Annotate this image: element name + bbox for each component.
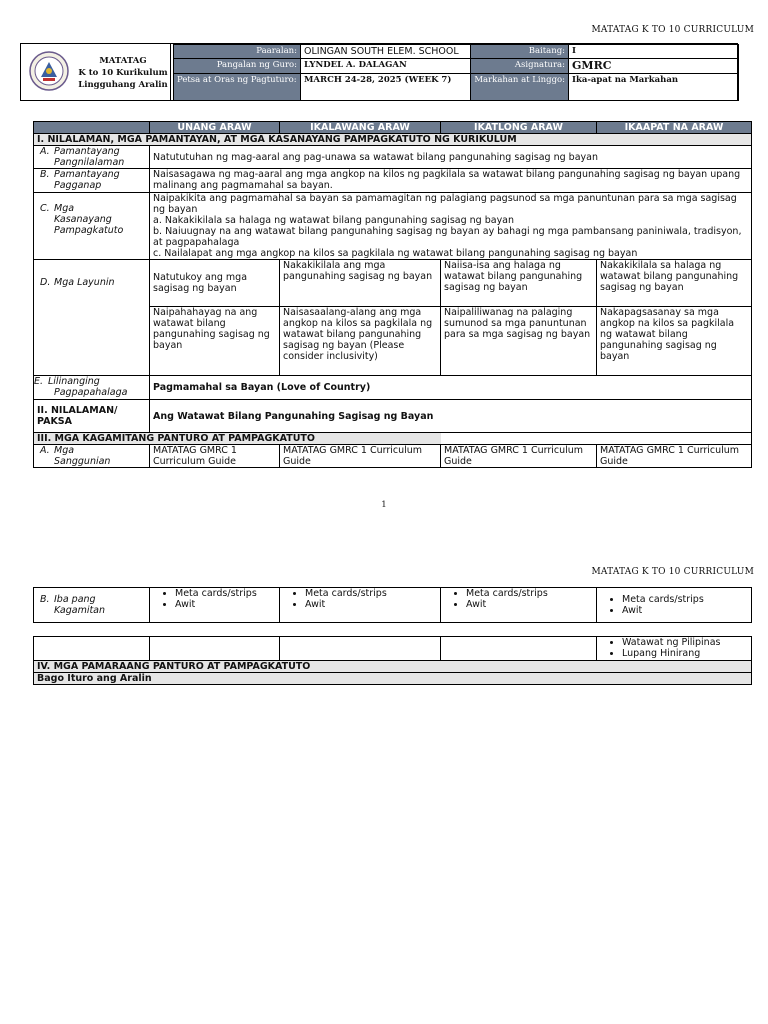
deped-seal-logo <box>29 51 69 91</box>
asignatura-label: Asignatura: <box>471 59 569 74</box>
a-label-line: Pamantayang <box>54 146 120 157</box>
bago-ituro-heading: Bago Ituro ang Aralin <box>34 673 752 685</box>
procedures-table <box>33 636 752 685</box>
c-label-cell <box>34 193 150 260</box>
material-item: • Watawat ng Pilipinas <box>622 637 748 648</box>
guro-label: Pangalan ng Guro: <box>174 59 301 74</box>
section-3-blank <box>441 433 752 445</box>
section-4-heading: IV. MGA PAMARAANG PANTURO AT PAMPAGKATUTO <box>34 661 752 673</box>
iiia-day2: MATATAG GMRC 1 Curriculum Guide <box>280 445 441 468</box>
d-row2-day1: Naipahahayag na ang watawat bilang pangunahing sagisag ng bayan <box>150 307 280 376</box>
curriculum-header: MATATAG K TO 10 CURRICULUM <box>591 25 754 35</box>
curriculum-header-page2: MATATAG K TO 10 CURRICULUM <box>591 567 754 577</box>
markahan-label: Markahan at Linggo: <box>471 74 569 101</box>
baitang-label: Baitang: <box>471 45 569 59</box>
b-letter: B. <box>40 169 50 180</box>
iiib-day3 <box>441 588 597 623</box>
d-row1-day2: Nakakikilala ang mga pangunahing sagisag ng bayan <box>280 260 441 307</box>
section-3-heading: III. MGA KAGAMITANG PANTURO AT PAMPAGKATUTO <box>34 433 441 445</box>
extra-blank-3 <box>280 637 441 661</box>
c-content <box>150 193 752 260</box>
baitang-value: I <box>569 45 739 59</box>
material-item: • Meta cards/strips <box>305 588 437 599</box>
iiib-day1 <box>150 588 280 623</box>
extra-blank-4 <box>441 637 597 661</box>
material-item: • Awit <box>175 599 276 610</box>
asignatura-value: GMRC <box>569 59 739 74</box>
lesson-plan-table <box>33 121 752 468</box>
d-letter: D. <box>40 277 51 288</box>
a-letter: A. <box>40 146 50 157</box>
d-row2-day2: Naisasaalang-alang ang mga angkop na kilos sa pagkilala ng watawat bilang pangunahing sagisag ng bayan (Please consider inclusivity) <box>280 307 441 376</box>
iiia-label-line: Sanggunian <box>54 456 111 467</box>
blank-header-cell <box>34 122 150 134</box>
d-row2-day4: Nakapagsasanay sa mga angkop na kilos sa pagkilala ng watawat bilang pangunahing sagisag ng bayan <box>597 307 752 376</box>
c-label-line: Mga <box>54 203 75 214</box>
day-header-4: IKAAPAT NA ARAW <box>597 122 752 134</box>
a-content: Natututuhan ng mag-aaral ang pag-unawa sa watawat bilang pangunahing sagisag ng bayan <box>150 146 752 169</box>
d-label-cell <box>34 260 150 376</box>
guro-value: LYNDEL A. DALAGAN <box>301 59 471 74</box>
d-label-line: Mga Layunin <box>54 277 115 288</box>
logo-title-line: K to 10 Kurikulum <box>78 68 168 78</box>
c-line: Naipakikita ang pagmamahal sa bayan sa pamamagitan ng palagiang pagsunod sa mga panuntunan para sa mga sagisag ng bayan <box>153 193 737 215</box>
c-line: a. Nakakikilala sa halaga ng watawat bilang pangunahing sagisag ng bayan <box>153 215 515 226</box>
day-header-3: IKATLONG ARAW <box>441 122 597 134</box>
logo-title-line: MATATAG <box>99 56 147 66</box>
petsa-label: Petsa at Oras ng Pagtuturo: <box>174 74 301 101</box>
d-row1-day1: Natutukoy ang mga sagisag ng bayan <box>150 260 280 307</box>
markahan-value: Ika-apat na Markahan <box>569 74 739 101</box>
iiia-day4: MATATAG GMRC 1 Curriculum Guide <box>597 445 752 468</box>
a-label-line: Pangnilalaman <box>54 157 125 168</box>
material-item: • Meta cards/strips <box>175 588 276 599</box>
e-content: Pagmamahal sa Bayan (Love of Country) <box>150 376 752 400</box>
iiib-label-line: Iba pang <box>54 594 96 605</box>
extra-blank-2 <box>150 637 280 661</box>
c-letter: C. <box>40 203 50 214</box>
page-number: 1 <box>381 500 387 510</box>
d-row1-day4: Nakakikilala sa halaga ng watawat bilang pangunahing sagisag ng bayan <box>597 260 752 307</box>
e-label-cell <box>34 376 150 400</box>
iiia-label-cell <box>34 445 150 468</box>
materials-table <box>33 587 752 623</box>
c-line: c. Nailalapat ang mga angkop na kilos sa pagkilala ng watawat bilang pangunahing sagisag ng bayan <box>153 248 638 259</box>
ii-label: II. NILALAMAN/ PAKSA <box>34 400 150 433</box>
material-item: • Meta cards/strips <box>622 594 748 605</box>
b-content: Naisasagawa ng mag-aaral ang mga angkop na kilos ng pagkilala sa watawat bilang pangunahing sagisag ng bayan upang malinang ang pagmamahal sa bayan. <box>150 169 752 193</box>
material-item: • Meta cards/strips <box>466 588 593 599</box>
material-item: • Awit <box>622 605 748 616</box>
c-line: b. Naiuugnay na ang watawat bilang pangunahing sagisag ng bayan ay bahagi ng mga pambansang paniniwala, tradisyon, at pagpapahalaga <box>153 226 742 248</box>
day-header-2: IKALAWANG ARAW <box>280 122 441 134</box>
iiib-label-cell <box>34 588 150 623</box>
logo-cell <box>21 44 171 100</box>
lesson-info-table <box>173 44 739 101</box>
paaralan-label: Paaralan: <box>174 45 301 59</box>
c-label-line: Kasanayang <box>54 214 112 225</box>
material-item: • Awit <box>305 599 437 610</box>
day-header-1: UNANG ARAW <box>150 122 280 134</box>
iiib-day4 <box>597 588 752 623</box>
petsa-value: MARCH 24-28, 2025 (WEEK 7) <box>301 74 471 101</box>
e-letter: E. <box>34 376 44 387</box>
logo-title-line: Lingguhang Aralin <box>78 80 168 90</box>
e-label-line: Lilinanging <box>48 376 100 387</box>
iiia-day3: MATATAG GMRC 1 Curriculum Guide <box>441 445 597 468</box>
b-label-cell <box>34 169 150 193</box>
iiia-letter: A. <box>40 445 50 456</box>
iiib-label-line: Kagamitan <box>54 605 106 616</box>
a-label-cell <box>34 146 150 169</box>
e-label-line: Pagpapahalaga <box>54 387 128 398</box>
d-row2-day3: Naipaliliwanag na palaging sumunod sa mga panuntunan para sa mga sagisag ng bayan <box>441 307 597 376</box>
extra-materials <box>597 637 752 661</box>
iiia-day1: MATATAG GMRC 1 Curriculum Guide <box>150 445 280 468</box>
iiib-letter: B. <box>40 594 50 605</box>
material-item: • Lupang Hinirang <box>622 648 748 659</box>
b-label-line: Pamantayang <box>54 169 120 180</box>
ii-content: Ang Watawat Bilang Pangunahing Sagisag ng Bayan <box>150 400 752 433</box>
d-row1-day3: Naiisa-isa ang halaga ng watawat bilang pangunahing sagisag ng bayan <box>441 260 597 307</box>
iiib-day2 <box>280 588 441 623</box>
material-item: • Awit <box>466 599 593 610</box>
logo-title <box>77 55 169 91</box>
extra-blank-1 <box>34 637 150 661</box>
lesson-header-box <box>20 43 738 101</box>
b-label-line: Pagganap <box>54 180 102 191</box>
paaralan-value: OLINGAN SOUTH ELEM. SCHOOL <box>301 45 471 59</box>
section-1-heading: I. NILALAMAN, MGA PAMANTAYAN, AT MGA KASANAYANG PAMPAGKATUTO NG KURIKULUM <box>34 134 752 146</box>
iiia-label-line: Mga <box>54 445 75 456</box>
c-label-line: Pampagkatuto <box>54 225 124 236</box>
